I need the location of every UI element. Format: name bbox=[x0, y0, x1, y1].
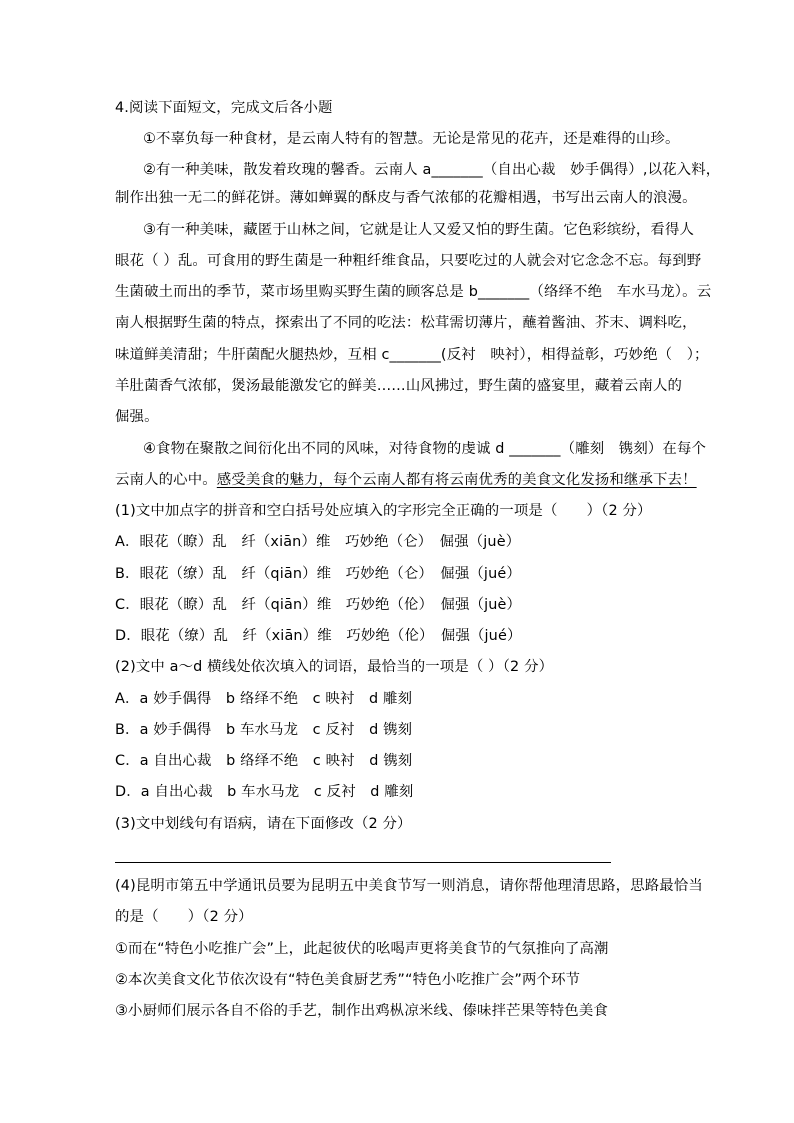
passage-paragraph-3-line-5: 味道鲜美清甜；牛肝菌配火腿热炒，互相 c_______(反衬 映衬），相得益彰，巧妙绝（ ）； bbox=[115, 347, 709, 363]
question-title: 4.阅读下面短文，完成文后各小题 bbox=[115, 100, 333, 116]
answer-line bbox=[115, 862, 611, 863]
q2-stem: (2)文中 a～d 横线处依次填入的词语，最恰当的一项是（ ）（2 分） bbox=[115, 659, 554, 675]
q2-option-c: C．a 自出心裁 b 络绎不绝 c 映衬 d 镌刻 bbox=[115, 753, 413, 769]
q4-stem-line-1: (4)昆明市第五中学通讯员要为昆明五中美食节写一则消息，请你帮他理清思路，思路最恰当 bbox=[115, 878, 703, 894]
q1-stem: (1)文中加点字的拼音和空白括号处应填入的字形完全正确的一项是（ ）（2 分） bbox=[115, 503, 652, 519]
passage-paragraph-2-line-1: ②有一种美味，散发着玫瑰的馨香。云南人 a_______（自出心裁 妙手偶得）,以花入料， bbox=[143, 162, 721, 178]
q4-stem-line-2: 的是（ ）（2 分） bbox=[115, 909, 253, 925]
q4-item-1: ①而在“特色小吃推广会”上，此起彼伏的吆喝声更将美食节的气氛推向了高潮 bbox=[115, 941, 609, 957]
q1-option-d: D．眼花（缭）乱 纤（xiān）维 巧妙绝（伦） 倔强（jué） bbox=[115, 628, 522, 644]
q4-item-3: ③小厨师们展示各自不俗的手艺，制作出鸡枞凉米线、傣味拌芒果等特色美食 bbox=[115, 1003, 608, 1019]
underlined-sentence: 感受美食的魅力，每个云南人都有将云南优秀的美食文化发扬和继承下去！ bbox=[216, 472, 697, 488]
passage-paragraph-3-line-3: 生菌破土而出的季节，菜市场里购买野生菌的顾客总是 b_______（络绎不绝 车水马龙）。云 bbox=[115, 284, 712, 300]
passage-paragraph-3-line-4: 南人根据野生菌的特点，探索出了不同的吃法：松茸需切薄片，蘸着酱油、芥末、调料吃， bbox=[115, 315, 697, 331]
q1-option-a: A．眼花（瞭）乱 纤（xiān）维 巧妙绝（仑） 倔强（juè） bbox=[115, 534, 521, 550]
q2-option-d: D．a 自出心裁 b 车水马龙 c 反衬 d 雕刻 bbox=[115, 784, 414, 800]
q2-option-a: A．a 妙手偶得 b 络绎不绝 c 映衬 d 雕刻 bbox=[115, 691, 413, 707]
passage-plain-text: 云南人的心中。 bbox=[115, 472, 217, 488]
passage-paragraph-1: ①不辜负每一种食材，是云南人特有的智慧。无论是常见的花卉，还是难得的山珍。 bbox=[143, 131, 680, 147]
passage-paragraph-3-line-2: 眼花（ ）乱。可食用的野生菌是一种粗纤维食品，只要吃过的人就会对它念念不忘。每到野 bbox=[115, 253, 702, 269]
q3-stem: (3)文中划线句有语病，请在下面修改（2 分） bbox=[115, 816, 412, 832]
passage-paragraph-3-line-6: 羊肚菌香气浓郁，煲汤最能激发它的鲜美……山风拂过，野生菌的盛宴里，藏着云南人的 bbox=[115, 378, 683, 394]
passage-paragraph-2-line-2: 制作出独一无二的鲜花饼。薄如蝉翼的酥皮与香气浓郁的花瓣相遇，书写出云南人的浪漫。 bbox=[115, 190, 697, 206]
q2-option-b: B．a 妙手偶得 b 车水马龙 c 反衬 d 镌刻 bbox=[115, 722, 413, 738]
passage-paragraph-3-line-7: 倔强。 bbox=[115, 409, 159, 425]
q1-option-b: B．眼花（缭）乱 纤（qiān）维 巧妙绝（仑） 倔强（jué） bbox=[115, 566, 521, 582]
q1-option-c: C．眼花（瞭）乱 纤（qiān）维 巧妙绝（伦） 倔强（juè） bbox=[115, 597, 522, 613]
passage-paragraph-4-line-2 bbox=[115, 471, 697, 489]
passage-paragraph-3-line-1: ③有一种美味，藏匿于山林之间，它就是让人又爱又怕的野生菌。它色彩缤纷，看得人 bbox=[143, 222, 695, 238]
passage-paragraph-4-line-1: ④食物在聚散之间衍化出不同的风味，对待食物的虔诚 d _______（雕刻 镌刻）在每个 bbox=[143, 441, 707, 457]
q4-item-2: ②本次美食文化节依次设有“特色美食厨艺秀”“特色小吃推广会”两个环节 bbox=[115, 972, 581, 988]
